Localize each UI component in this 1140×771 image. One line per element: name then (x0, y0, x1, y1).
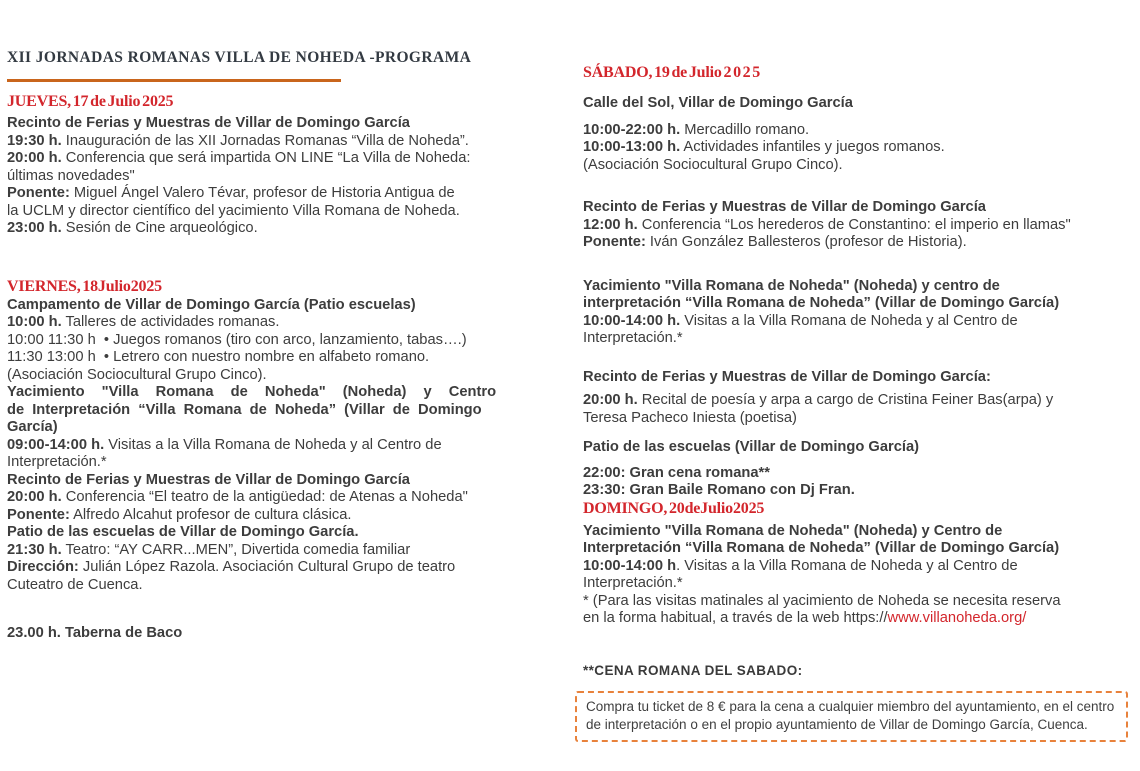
viernes-yacimiento (7, 384, 520, 437)
text-segment: 21:30 h. (7, 541, 62, 558)
text-line (7, 454, 520, 472)
text-line (7, 507, 520, 525)
text-line (583, 157, 1130, 175)
title-underline (7, 79, 341, 82)
right-column (583, 64, 1130, 742)
text-line (7, 297, 520, 315)
text-segment: Recinto de Ferias y Muestras de Villar de Domingo García (7, 471, 410, 488)
text-segment: Ponente: (7, 506, 70, 523)
text-segment: 23:30: Gran Baile Romano con Dj Fran. (583, 482, 855, 498)
text-segment: Actividades infantiles y juegos romanos. (680, 139, 945, 155)
text-line (7, 93, 520, 111)
text-line (583, 313, 1130, 331)
text-segment: 23:00 h. (7, 220, 62, 236)
text-segment: Ponente: (583, 234, 646, 250)
sabado-yacimiento (583, 278, 1130, 348)
text-segment: 10:00-22:00 h. (583, 121, 681, 138)
text-line (586, 698, 1117, 716)
text-segment: Interpretación.* (7, 454, 107, 470)
text-line (583, 217, 1130, 235)
text-segment: Calle del Sol, Villar de Domingo García (583, 95, 853, 111)
text-segment: Conferencia que será impartida ON LINE “La Villa de Noheda: (61, 150, 471, 166)
text-segment: (Asociación Sociocultural Grupo Cinco). (7, 366, 267, 383)
text-segment: Compra tu ticket de 8 € para la cena a cualquier miembro del ayuntamiento, en el centro (586, 698, 1115, 714)
text-segment: Alfredo Alcahut profesor de cultura clásica. (69, 506, 352, 523)
text-segment: de interpretación o en el propio ayuntamiento de Villar de Domingo García, Cuenca. (586, 716, 1088, 732)
text-segment: Yacimiento "Villa Romana de Noheda" (Noheda) y Centro (7, 384, 497, 400)
text-line (583, 523, 1130, 541)
text-segment: Inauguración de las XII Jornadas Romanas “Villa de Noheda”. (61, 132, 469, 149)
text-segment: Recinto de Ferias y Muestras de Villar de Domingo García (583, 199, 986, 215)
viernes-taberna (7, 625, 520, 643)
document-title: XII JORNADAS ROMANAS VILLA DE NOHEDA -PROGRAMA (7, 49, 472, 66)
text-line (583, 295, 1130, 313)
text-segment: Patio de las escuelas (Villar de Domingo García) (583, 439, 920, 455)
text-segment: Dirección: (7, 559, 79, 575)
text-segment: **CENA ROMANA DEL SABADO: (583, 662, 803, 678)
text-line (583, 482, 1130, 500)
text-segment: Iván González Ballesteros (profesor de Historia). (645, 234, 967, 250)
text-segment: Conferencia “El teatro de la antigüedad: de Atenas a Noheda" (61, 489, 468, 505)
text-segment: Cuteatro de Cuenca. (7, 576, 143, 593)
text-segment: 10:00-14:00 h. (583, 312, 681, 329)
sabado-recital (583, 392, 1130, 427)
text-line (583, 575, 1130, 593)
text-line (583, 593, 1130, 611)
text-line (7, 524, 520, 542)
text-segment: 11:30 13:00 h • Letrero con nuestro nombre en alfabeto romano. (7, 349, 430, 365)
text-segment: 12:00 h. (583, 216, 638, 233)
text-segment: SÁBADO, 19 de Julio 2 0 2 5 (583, 64, 761, 81)
text-segment: García) (7, 419, 58, 435)
text-segment: . Visitas a la Villa Romana de Noheda y al Centro de (676, 557, 1018, 574)
text-segment: VIERNES, 18Julio2025 (7, 277, 162, 295)
text-segment: 20:00 h. (7, 150, 62, 166)
text-line (7, 542, 520, 560)
text-segment: Interpretación.* (583, 330, 683, 346)
text-segment: Ponente: (7, 185, 70, 201)
text-line (583, 234, 1130, 252)
heading-sabado (583, 64, 1130, 82)
text-segment: 19:30 h. (7, 132, 62, 149)
sabado-recinto-recital-titulo (583, 369, 1130, 387)
text-segment: * (Para las visitas matinales al yacimiento de Noheda se necesita reserva (583, 592, 1061, 609)
text-line (583, 662, 1130, 679)
text-line (583, 610, 1130, 628)
viernes-tarde (7, 437, 520, 595)
text-segment: en la forma habitual, a través de la web https:// (583, 610, 888, 626)
text-line (7, 384, 520, 402)
text-segment: (Asociación Sociocultural Grupo Cinco). (583, 156, 843, 173)
text-line (583, 540, 1130, 558)
text-segment: Yacimiento "Villa Romana de Noheda" (Noheda) y Centro de (583, 522, 1003, 539)
domingo-yacimiento (583, 523, 1130, 628)
text-segment: Patio de las escuelas de Villar de Domingo García. (7, 524, 359, 540)
text-line (7, 402, 520, 420)
text-line (583, 64, 1130, 82)
text-line (583, 369, 1130, 387)
text-segment: interpretación “Villa Romana de Noheda” (Villar de Domingo García) (583, 295, 1060, 311)
text-segment: 10:00 11:30 h • Juegos romanos (tiro con arco, lanzamiento, tabas….) (7, 331, 467, 348)
text-line (7, 367, 520, 385)
cena-romana-titulo (583, 662, 1130, 679)
text-segment: 09:00-14:00 h. (7, 436, 105, 453)
jueves-program (7, 115, 520, 238)
text-segment: Yacimiento "Villa Romana de Noheda" (Noheda) y centro de (583, 277, 1000, 294)
text-line (7, 203, 520, 221)
text-segment: 20:00 h. (583, 392, 638, 408)
text-segment: Julián López Razola. Asociación Cultural Grupo de teatro (78, 559, 456, 575)
text-line (583, 278, 1130, 296)
text-segment: Recital de poesía y arpa a cargo de Cristina Feiner Bas(arpa) y (637, 392, 1054, 408)
text-segment: 10:00-14:00 h (583, 557, 677, 574)
text-line (583, 410, 1130, 428)
text-line (7, 472, 520, 490)
text-segment: Recinto de Ferias y Muestras de Villar de Domingo García (7, 115, 410, 131)
text-segment: Mercadillo romano. (680, 121, 810, 138)
text-line (583, 439, 1130, 457)
text-line (7, 577, 520, 595)
text-segment: Miguel Ángel Valero Tévar, profesor de Historia Antigua de (69, 185, 455, 201)
text-line (7, 150, 520, 168)
heading-jueves (7, 93, 520, 111)
text-line (7, 185, 520, 203)
text-segment: Sesión de Cine arqueológico. (61, 220, 258, 236)
sabado-mercadillo (583, 122, 1130, 175)
sabado-noche (583, 465, 1130, 500)
text-segment: Visitas a la Villa Romana de Noheda y al Centro de (680, 312, 1018, 329)
text-line (586, 716, 1117, 734)
text-segment: Conferencia “Los herederos de Constantino: el imperio en llamas" (637, 216, 1071, 233)
text-segment: JUEVES, 17 de Julio 2025 (7, 93, 174, 110)
text-segment: 10:00-13:00 h. (583, 139, 681, 155)
text-segment: la UCLM y director científico del yacimiento Villa Romana de Noheda. (7, 202, 460, 219)
text-line (583, 199, 1130, 217)
ticket-box (575, 691, 1128, 742)
text-line (7, 489, 520, 507)
text-line (7, 332, 520, 350)
text-line (7, 419, 520, 437)
text-line (583, 139, 1130, 157)
text-segment: Teresa Pacheco Iniesta (poetisa) (583, 409, 797, 426)
sabado-patio-escuelas (583, 439, 1130, 457)
sabado-recinto-conferencia (583, 199, 1130, 252)
text-segment: Recinto de Ferias y Muestras de Villar de Domingo García: (583, 368, 991, 385)
villanoheda-link[interactable]: www.villanoheda.org/ (887, 610, 1027, 626)
text-line (7, 115, 520, 133)
text-segment: 23.00 h. Taberna de Baco (7, 625, 183, 641)
text-line (583, 95, 1130, 113)
heading-domingo (583, 500, 1130, 518)
text-line (583, 330, 1130, 348)
text-line (7, 133, 520, 151)
text-line (7, 559, 520, 577)
text-segment: de Interpretación “Villa Romana de Noheda” (Villar de Domingo (7, 401, 482, 418)
text-line (583, 500, 1130, 518)
text-segment: Interpretación.* (583, 575, 683, 591)
text-segment: Talleres de actividades romanas. (61, 314, 280, 330)
text-line (583, 465, 1130, 483)
text-line (583, 558, 1130, 576)
text-segment: Interpretación “Villa Romana de Noheda” (Villar de Domingo García) (583, 540, 1060, 556)
text-line (7, 349, 520, 367)
text-segment: Teatro: “AY CARR...MEN”, Divertida comedia familiar (61, 541, 411, 558)
sabado-calle-del-sol (583, 95, 1130, 113)
text-segment: últimas novedades" (7, 167, 135, 184)
text-line (583, 392, 1130, 410)
text-line (7, 314, 520, 332)
viernes-campamento (7, 297, 520, 385)
text-line (7, 625, 520, 643)
text-segment: 20:00 h. (7, 489, 62, 505)
text-segment: DOMINGO, 20deJulio2025 (583, 499, 765, 517)
text-segment: Campamento de Villar de Domingo García (Patio escuelas) (7, 296, 416, 313)
text-line (7, 168, 520, 186)
text-line (583, 122, 1130, 140)
text-segment: 10:00 h. (7, 314, 62, 330)
text-segment: 22:00: Gran cena romana** (583, 464, 770, 481)
left-column (7, 93, 520, 643)
heading-viernes (7, 278, 520, 296)
text-line (7, 437, 520, 455)
text-line (7, 278, 520, 296)
text-segment: Visitas a la Villa Romana de Noheda y al Centro de (104, 436, 442, 453)
text-line (7, 220, 520, 238)
